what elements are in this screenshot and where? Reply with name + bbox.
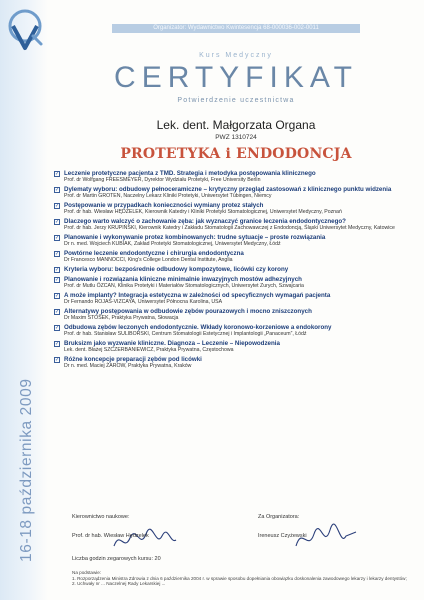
- topic-lecturer: Dr Francesco MANNOCCI, King's College London Dental Institute, Anglia: [64, 257, 233, 264]
- topic-lecturer: Lek. dent. Błażej SZCZERBANIEWICZ, Praktyka Prywatna, Częstochowa: [64, 347, 234, 353]
- organizer-representative-name: Ireneusz Czyżewski: [258, 533, 307, 539]
- topic-item: [54, 340, 410, 353]
- topic-item: [54, 234, 410, 247]
- signature-left: [110, 524, 180, 556]
- topic-title: Kryteria wyboru: bezpośrednie odbudowy kompozytowe, licówki czy korony: [64, 266, 289, 273]
- checkbox-icon: ✓: [55, 340, 60, 347]
- legal-basis-line: 1. Rozporządzenia Ministra Zdrowia z dnia 6 października 2004 r. w sprawie sposobu dopełniania obowiązku doskonalenia zawodowego lekarzy i lekarzy dentystów;: [72, 575, 407, 581]
- checkbox-icon: ✓: [55, 267, 60, 273]
- topic-item: [54, 308, 410, 321]
- scientific-director-label: Kierownictwo naukowe:: [72, 514, 130, 520]
- legal-basis: [72, 570, 412, 587]
- topic-lecturer: Prof. dr Mutlu ÖZCAN, Klinika Protetyki i Materiałów Stomatologicznych, Uniwersytet Zurych, Szwajcaria: [64, 283, 304, 289]
- topic-title: Planowanie i rozwiązania kliniczne minimalnie inwazyjnych mostów adhezyjnych: [64, 275, 302, 283]
- date-range-vertical: [16, 236, 38, 566]
- topic-item: [54, 276, 410, 289]
- topic-lecturer: Dr n. med. Wojciech KUBIAK, Zakład Protetyki Stomatologicznej, Uniwersytet Medyczny, Łódź: [64, 241, 281, 248]
- topic-title: Alternatywy postępowania w odbudowie zębów pourazowych i mocno zniszczonych: [64, 307, 312, 315]
- course-label: Kurs Medyczny: [199, 52, 273, 59]
- checkbox-icon: ✓: [55, 308, 60, 315]
- topic-lecturer: Prof. dr hab. Stanisław SULIBORSKI, Centrum Stomatologii Estetycznej i Implantologii „Panaceum”, Łódź: [64, 331, 307, 337]
- checkbox-icon: ✓: [55, 219, 60, 225]
- topic-lecturer: Dr Fernando ROJAS-VIZCAYA, Uniwersytet Północna Karolina, USA: [64, 299, 223, 305]
- certificate-title: CERTYFIKAT: [114, 61, 358, 94]
- topic-lecturer: Prof. dr hab. Jerzy KRUPIŃSKI, Kierownik Katedry i Zakładu Stomatologii Zachowawczej z Endodoncją, Śląski Uniwersytet Medyczny, Katowice: [64, 225, 395, 232]
- topic-title: Dlaczego warto walczyć o zachowanie zęba: jak wyznaczyć granice leczenia endodontycznego?: [64, 218, 346, 225]
- organizer-signature-label: Za Organizatora:: [258, 514, 300, 520]
- topic-title: Powtórne leczenie endodontyczne i chirurgia endodontyczna: [64, 250, 244, 257]
- course-hours: Liczba godzin zegarowych kursu: 20: [72, 556, 161, 562]
- topic-lecturer: Dr n. med. Maciej ŻAROW, Praktyka Prywatna, Kraków: [64, 363, 192, 369]
- topic-title: Odbudowa zębów leczonych endodontycznie. Wkłady koronowo-korzeniowe a endokorony: [64, 323, 332, 331]
- topic-title: Planowanie i wykonywanie protez kombinowanych: trudne sytuacje – proste rozwiązania: [64, 234, 326, 241]
- checkbox-icon: ✓: [55, 203, 60, 209]
- topic-title: Postępowanie w przypadkach konieczności wymiany protez stałych: [64, 202, 264, 209]
- topic-title: A może implanty? Integracja estetyczna w zależności od specyficznych wymagań pacjenta: [64, 291, 331, 299]
- topic-lecturer: Dr Maxim STOŠEK, Praktyka Prywatna, Słowacja: [64, 315, 179, 321]
- certificate-subtitle: Potwierdzenie uczestnictwa: [177, 97, 295, 104]
- checkbox-icon: ✓: [55, 356, 60, 363]
- organizer-bar: Organizator: Wydawnictwo Kwintesencja 68-000036-002-0011: [112, 24, 360, 33]
- checkbox-icon: ✓: [55, 251, 60, 257]
- legal-basis-label: Na podstawie:: [72, 570, 102, 575]
- topic-title: Leczenie protetyczne pacjenta z TMD. Strategia i metodyka postępowania klinicznego: [64, 170, 316, 177]
- checkbox-icon: ✓: [55, 171, 60, 177]
- topic-item: [54, 202, 410, 215]
- topic-item: [54, 218, 410, 231]
- pwz-number: PWZ 1310724: [215, 134, 257, 141]
- topic-item: [54, 170, 410, 183]
- topic-item: [54, 250, 410, 263]
- recipient-name: Lek. dent. Małgorzata Organa: [156, 118, 316, 132]
- date-range-text: 16-18 października 2009: [18, 378, 35, 562]
- topic-item: [54, 356, 410, 369]
- checkbox-icon: ✓: [55, 292, 60, 299]
- checkbox-icon: ✓: [55, 235, 60, 241]
- checkbox-icon: ✓: [55, 276, 60, 283]
- legal-basis-line: 2. Uchwały nr ... Naczelnej Rady Lekarskiej ...: [72, 581, 166, 587]
- topics-list: [54, 170, 410, 372]
- topic-lecturer: Prof. dr hab. Wiesław HĘDZELEK, Kierownik Katedry i Kliniki Protetyki Stomatologicznej, Uniwersytet Medyczny, Poznań: [64, 209, 342, 216]
- scientific-director-name: Prof. dr hab. Wiesław Hędzelek: [72, 533, 149, 539]
- topic-title: Dylematy wyboru: odbudowy pełnoceramiczne – krytyczny przegląd zastosowań z klinicznego punktu widzenia: [64, 186, 392, 193]
- checkbox-icon: ✓: [55, 187, 60, 193]
- checkbox-icon: ✓: [55, 324, 60, 331]
- topic-item: [54, 186, 410, 199]
- topic-lecturer: Prof. dr Martin GROTEN, Naczelny Lekarz Kliniki Protetyki, Uniwersytet Tübingen, Niemcy: [64, 193, 272, 200]
- topic-item: [54, 292, 410, 305]
- course-title: PROTETYKA i ENDODONCJA: [120, 146, 352, 162]
- topic-lecturer: Prof. dr Wolfgang FREESMEYER, Dyrektor Wydziału Protetyki, Free University Berlin: [64, 177, 261, 184]
- topic-title: Bruksizm jako wyzwanie kliniczne. Diagnoza – Leczenie – Niepowodzenia: [64, 339, 280, 347]
- topic-item: [54, 266, 410, 273]
- topic-title: Różne koncepcje preparacji zębów pod licówki: [64, 355, 202, 363]
- quintessence-logo-icon: [3, 8, 47, 64]
- topic-item: [54, 324, 410, 337]
